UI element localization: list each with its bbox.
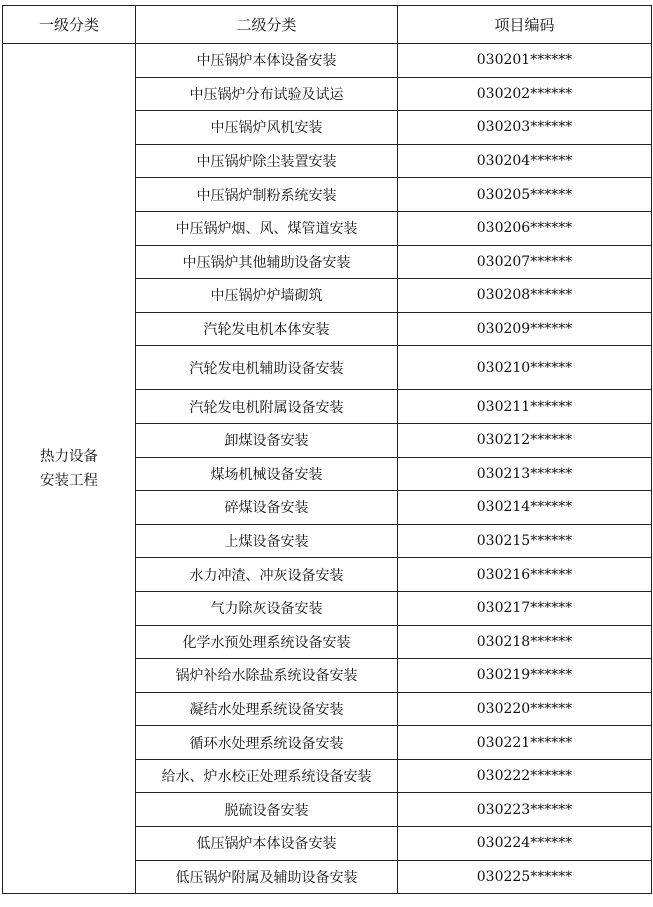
item-code-cell: 030207******	[398, 245, 652, 279]
level2-name-cell: 中压锅炉本体设备安装	[136, 44, 398, 78]
level2-name-cell: 汽轮发电机辅助设备安装	[136, 346, 398, 390]
item-code-cell: 030214******	[398, 491, 652, 525]
header-code: 项目编码	[398, 6, 652, 44]
item-code-cell: 030221******	[398, 726, 652, 760]
item-code-cell: 030215******	[398, 524, 652, 558]
item-code-cell: 030212******	[398, 423, 652, 457]
level2-name-cell: 给水、炉水校正处理系统设备安装	[136, 759, 398, 793]
item-code-cell: 030210******	[398, 346, 652, 390]
item-code-cell: 030225******	[398, 860, 652, 894]
item-code-cell: 030219******	[398, 659, 652, 693]
level2-name-cell: 化学水预处理系统设备安装	[136, 625, 398, 659]
header-level2: 二级分类	[136, 6, 398, 44]
level2-name-cell: 中压锅炉分布试验及试运	[136, 77, 398, 111]
item-code-cell: 030218******	[398, 625, 652, 659]
level2-name-cell: 中压锅炉其他辅助设备安装	[136, 245, 398, 279]
classification-table	[2, 5, 652, 894]
item-code-cell: 030208******	[398, 279, 652, 313]
level2-name-cell: 汽轮发电机本体安装	[136, 312, 398, 346]
level2-name-cell: 煤场机械设备安装	[136, 457, 398, 491]
level2-name-cell: 中压锅炉烟、风、煤管道安装	[136, 211, 398, 245]
item-code-cell: 030204******	[398, 144, 652, 178]
level2-name-cell: 凝结水处理系统设备安装	[136, 692, 398, 726]
table-row	[3, 44, 652, 78]
item-code-cell: 030205******	[398, 178, 652, 212]
level2-name-cell: 卸煤设备安装	[136, 423, 398, 457]
level2-name-cell: 中压锅炉炉墙砌筑	[136, 279, 398, 313]
level2-name-cell: 中压锅炉除尘装置安装	[136, 144, 398, 178]
level2-name-cell: 中压锅炉风机安装	[136, 111, 398, 145]
level2-name-cell: 脱硫设备安装	[136, 793, 398, 827]
item-code-cell: 030211******	[398, 390, 652, 424]
category-line-1: 热力设备	[40, 448, 98, 465]
item-code-cell: 030213******	[398, 457, 652, 491]
item-code-cell: 030217******	[398, 591, 652, 625]
item-code-cell: 030223******	[398, 793, 652, 827]
item-code-cell: 030201******	[398, 44, 652, 78]
level2-name-cell: 气力除灰设备安装	[136, 591, 398, 625]
item-code-cell: 030224******	[398, 827, 652, 861]
level2-name-cell: 锅炉补给水除盐系统设备安装	[136, 659, 398, 693]
item-code-cell: 030222******	[398, 759, 652, 793]
item-code-cell: 030203******	[398, 111, 652, 145]
level2-name-cell: 碎煤设备安装	[136, 491, 398, 525]
level2-name-cell: 低压锅炉附属及辅助设备安装	[136, 860, 398, 894]
header-row	[3, 6, 652, 44]
level2-name-cell: 上煤设备安装	[136, 524, 398, 558]
level2-name-cell: 循环水处理系统设备安装	[136, 726, 398, 760]
category-line-2: 安装工程	[40, 472, 98, 489]
level2-name-cell: 中压锅炉制粉系统安装	[136, 178, 398, 212]
item-code-cell: 030209******	[398, 312, 652, 346]
level2-name-cell: 汽轮发电机附属设备安装	[136, 390, 398, 424]
item-code-cell: 030202******	[398, 77, 652, 111]
item-code-cell: 030206******	[398, 211, 652, 245]
level2-name-cell: 低压锅炉本体设备安装	[136, 827, 398, 861]
table-body	[3, 44, 652, 894]
header-level1: 一级分类	[3, 6, 136, 44]
level1-category-cell	[3, 44, 136, 894]
item-code-cell: 030216******	[398, 558, 652, 592]
item-code-cell: 030220******	[398, 692, 652, 726]
level2-name-cell: 水力冲渣、冲灰设备安装	[136, 558, 398, 592]
